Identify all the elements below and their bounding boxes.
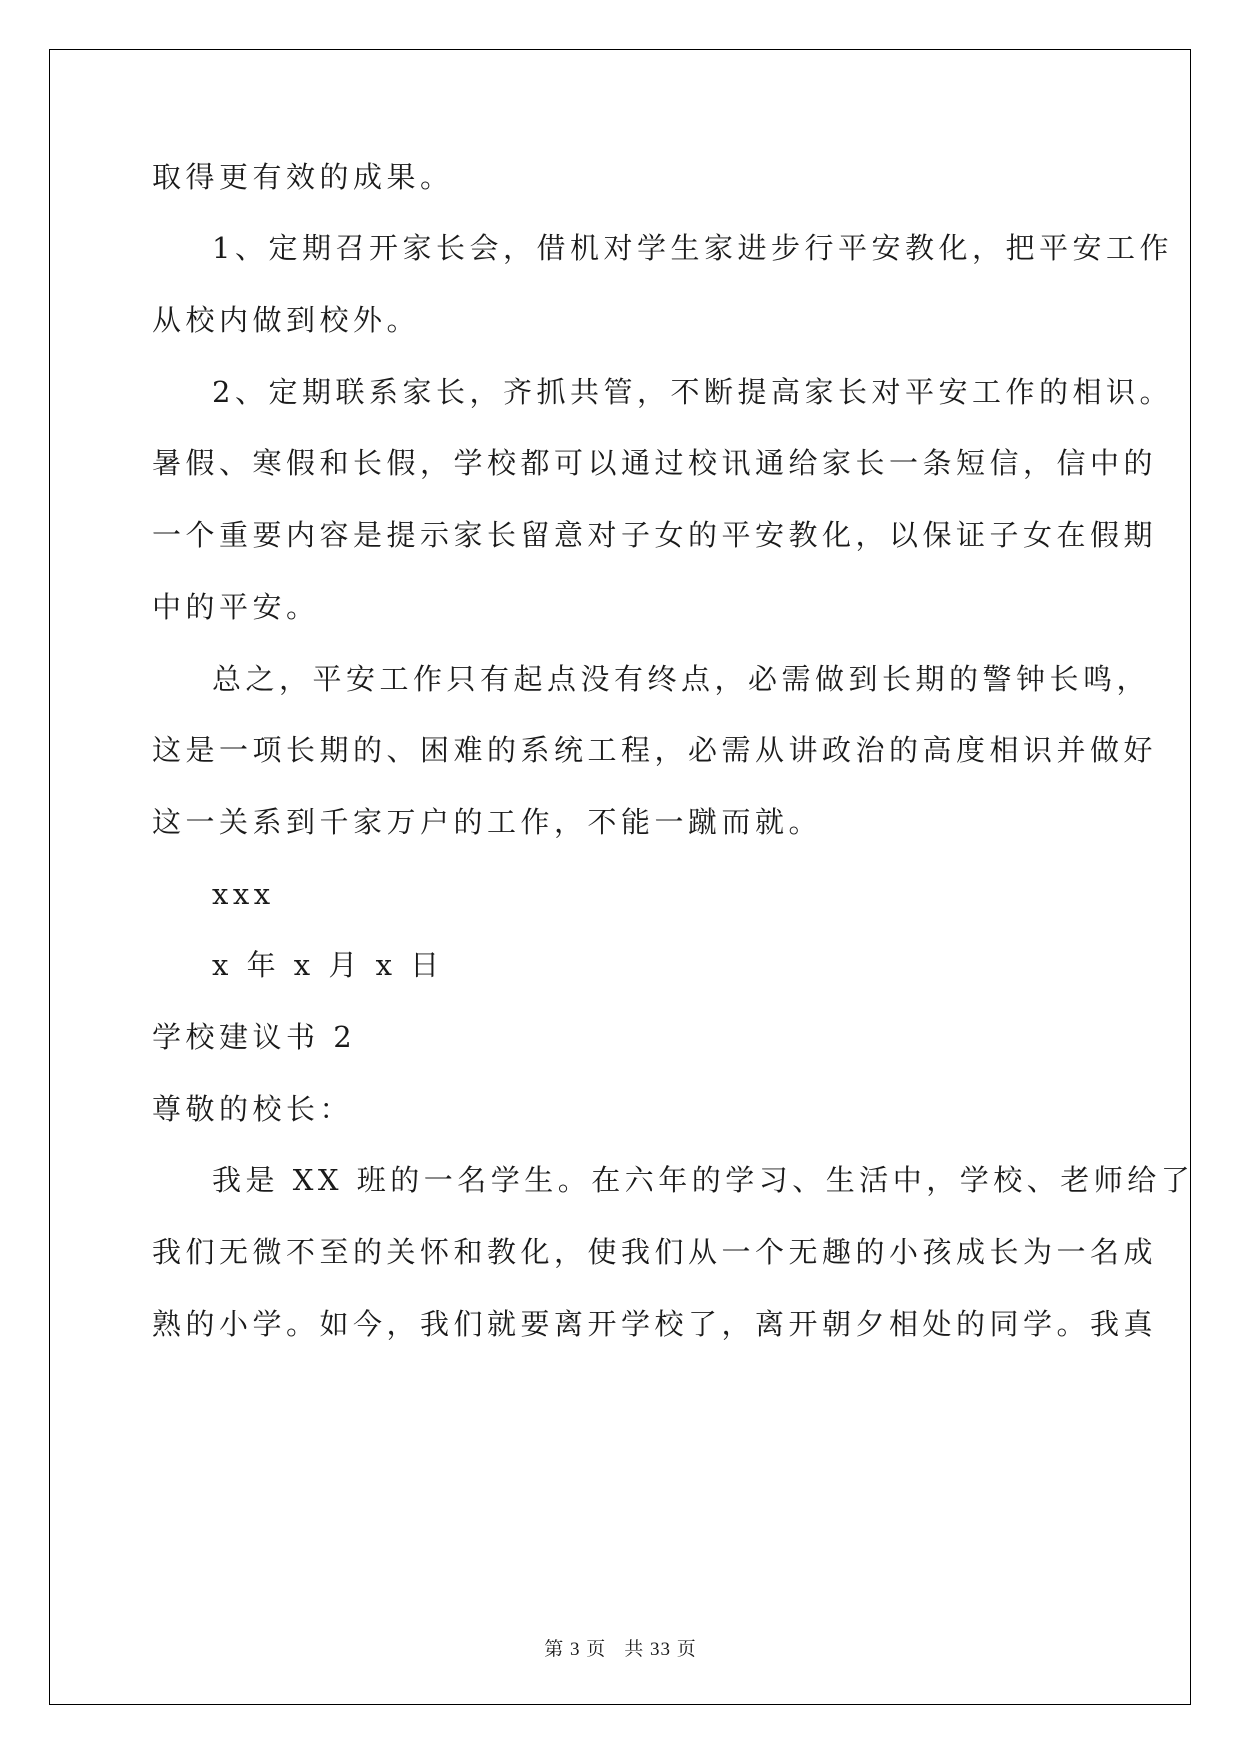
- paragraph-line: 暑假、寒假和长假，学校都可以通过校讯通给家长一条短信，信中的: [152, 446, 1158, 480]
- paragraph-line: 一个重要内容是提示家长留意对子女的平安教化，以保证子女在假期: [152, 518, 1158, 552]
- paragraph-line: 中的平安。: [152, 590, 320, 624]
- page-total: 共 33 页: [624, 1639, 697, 1660]
- section-title: 学校建议书 2: [152, 1020, 357, 1054]
- paragraph-line: 熟的小学。如今，我们就要离开学校了，离开朝夕相处的同学。我真: [152, 1307, 1158, 1341]
- paragraph-line: 这一关系到千家万户的工作，不能一蹴而就。: [152, 805, 823, 839]
- signature-date: x 年 x 月 x 日: [212, 948, 444, 982]
- paragraph-line: 这是一项长期的、困难的系统工程，必需从讲政治的高度相识并做好: [152, 733, 1158, 767]
- paragraph-line: 我是 XX 班的一名学生。在六年的学习、生活中，学校、老师给了: [212, 1163, 1195, 1197]
- paragraph-line: 取得更有效的成果。: [152, 160, 454, 194]
- paragraph-line: 总之，平安工作只有起点没有终点，必需做到长期的警钟长鸣，: [212, 662, 1151, 696]
- page-footer: [0, 1634, 1241, 1661]
- paragraph-line: 1、定期召开家长会，借机对学生家进步行平安教化，把平安工作: [212, 231, 1173, 265]
- signature-name: xxx: [212, 877, 275, 911]
- paragraph-line: 2、定期联系家长，齐抓共管，不断提高家长对平安工作的相识。: [212, 375, 1173, 409]
- paragraph-line: 从校内做到校外。: [152, 303, 421, 337]
- salutation: 尊敬的校长：: [152, 1092, 354, 1126]
- page-number: 第 3 页: [544, 1639, 607, 1660]
- paragraph-line: 我们无微不至的关怀和教化，使我们从一个无趣的小孩成长为一名成: [152, 1235, 1158, 1269]
